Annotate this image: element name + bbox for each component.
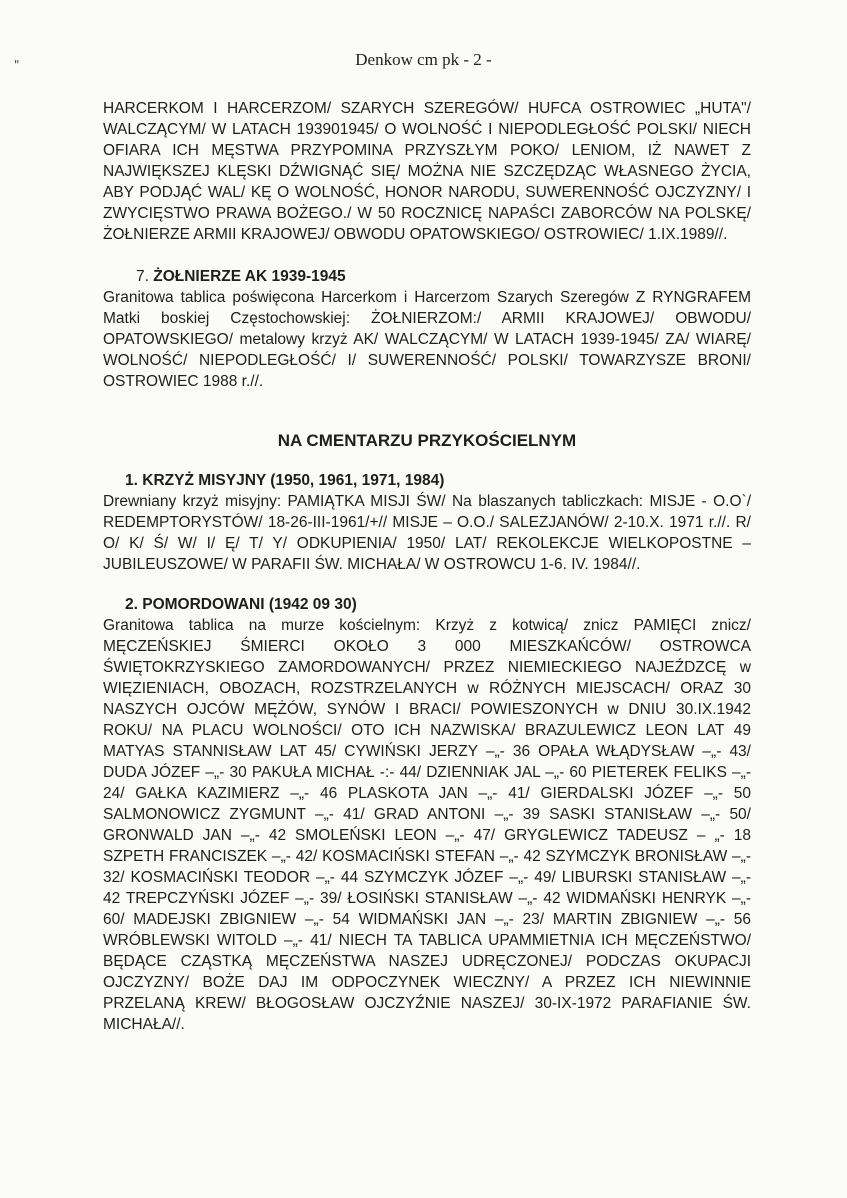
section-7-title: ŻOŁNIERZE AK 1939-1945 [153,268,346,285]
item-2-heading [103,594,751,615]
item-2-text: Granitowa tablica na murze kościelnym: Krzyż z kotwicą/ znicz PAMIĘCI znicz/ MĘCZEŃSKIEJ ŚMIERCI OKOŁO 3 000 MIESZKAŃCÓW/ OSTROWCA ŚWIĘTOKRZYSKIEGO ZAMORDOWANYCH/ PRZEZ NIEMIECKIEGO NAJEŹDZCĘ w WIĘZIENIACH, OBOZACH, ROZSTRZELANYCH w RÓŻNYCH MIEJSCACH/ ORAZ 30 NASZYCH OJCÓW MĘŻÓW, SYNÓW I BRACI/ POWIESZONYCH w DNIU 30.IX.1942 ROKU/ NA PLACU WOLNOŚCI/ OTO ICH NAZWISKA/ BRAZULEWICZ LEON LAT 49 MATYAS STANNISŁAW LAT 45/ CYWIŃSKI JERZY –„- 36 OPAŁA WŁĄDYSŁAW –„- 43/ DUDA JÓZEF –„- 30 PAKUŁA MICHAŁ -:- 44/ DZIENNIAK JAL –„- 60 PIETEREK FELIKS –„- 24/ GAŁKA KAZIMIERZ –„- 46 PLASKOTA JAN –„- 41/ GIERDALSKI JÓZEF –„- 50 SALMONOWICZ ZYGMUNT –„- 41/ GRAD ANTONI –„- 39 SASKI STANISŁAW –„- 50/ GRONWALD JAN –„- 42 SMOLEŃSKI LEON –„- 47/ GRYGLEWICZ TADEUSZ – „- 18 SZPETH FRANCISZEK –„- 42/ KOSMACIŃSKI STEFAN –„- 42 SZYMCZYK BRONISŁAW –„- 32/ KOSMACIŃSKI TEODOR –„- 44 SZYMCZYK JÓZEF –„- 49/ LIBURSKI STANISŁAW –„- 42 TREPCZYŃSKI JÓZEF –„- 39/ ŁOSIŃSKI STANISŁAW –„- 42 WIDMAŃSKI HENRYK –„- 60/ MADEJSKI ZBIGNIEW –„- 54 WIDMAŃSKI JAN –„- 23/ MARTIN ZBIGNIEW –„- 56 WRÓBLEWSKI WITOLD –„- 41/ NIECH TA TABLICA UPAMMIETNIA ICH MĘCZEŃSTWO/ BĘDĄCE CZĄSTKĄ MĘCZEŃSTWA NASZEJ UDRĘCZONEJ/ PODCZAS OKUPACJI OJCZYZNY/ BOŻE DAJ IM ODPOCZYNEK WIECZNY/ A PRZEZ ICH NIEWINNIE PRZELANĄ KREW/ BŁOGOSŁAW OJCZYŹNIE NASZEJ/ 30-IX-1972 PARAFIANIE ŚW. MICHAŁA//. [103,617,751,1033]
section-7-number: 7. [136,268,149,285]
document-body [103,98,751,1035]
item-1-text: Drewniany krzyż misyjny: PAMIĄTKA MISJI ŚW/ Na blaszanych tabliczkach: MISJE - O.O`/ REDEMPTORYSTÓW/ 18-26-III-1961/+// MISJE – O.O./ SALEZJANÓW/ 2-10.X. 1971 r.//. R/ O/ K/ Ś/ W/ I/ Ę/ T/ Y/ ODKUPIENIA/ 1950/ LAT/ REKOLEKCJE WIELKOPOSTNE – JUBILEUSZOWE/ W PARAFII ŚW. MICHAŁA/ W OSTROWCU 1-6. IV. 1984//. [103,493,751,573]
item-1-number: 1. [125,472,138,489]
main-title: NA CMENTARZU PRZYKOŚCIELNYM [277,431,577,450]
item-2-number: 2. [125,596,138,613]
section-7-text: Granitowa tablica poświęcona Harcerkom i Harcerzom Szarych Szeregów Z RYNGRAFEM Matki boskiej Częstochowskiej: ŻOŁNIERZOM:/ ARMII KRAJOWEJ/ OBWODU/ OPATOWSKIEGO/ metalowy krzyż AK/ WALCZĄCYM/ W LATACH 1939-1945/ ZA/ WIARĘ/ WOLNOŚĆ/ NIEPODLEGŁOŚĆ/ I/ SUWERENNOŚĆ/ POLSKI/ TOWARZYSZE BRONI/ OSTROWIEC 1988 r.//. [103,289,751,390]
page-header: Denkow cm pk - 2 - [355,50,492,69]
item-1-heading [103,470,751,491]
scan-marks: " [14,58,20,72]
section-7-heading [103,266,751,287]
item-2-title: POMORDOWANI (1942 09 30) [142,596,357,613]
intro-paragraph: HARCERKOM I HARCERZOM/ SZARYCH SZEREGÓW/ HUFCA OSTROWIEC „HUTA"/ WALCZĄCYM/ W LATACH 193901945/ O WOLNOŚĆ I NIEPODLEGŁOŚĆ POLSKI/ NIECH OFIARA ICH MĘSTWA PRZYPOMINA PRZYSZŁYM POKO/ LENIOM, IŻ NAWET Z NAJWIĘKSZEJ KLĘSKI DŹWIGNĄĆ SIĘ/ MOŻNA NIE SZCZĘDZĄC WŁASNEGO ŻYCIA, ABY PODJĄĆ WAL/ KĘ O WOLNOŚĆ, HONOR NARODU, SUWERENNOŚĆ OJCZYZNY/ I ZWYCIĘSTWO PRAWA BOŻEGO./ W 50 ROCZNICĘ NAPAŚCI ZABORCÓW NA POLSKĘ/ ŻOŁNIERZE ARMII KRAJOWEJ/ OBWODU OPATOWSKIEGO/ OSTROWIEC/ 1.IX.1989//. [103,100,751,243]
item-1-title: KRZYŻ MISYJNY (1950, 1961, 1971, 1984) [142,472,445,489]
